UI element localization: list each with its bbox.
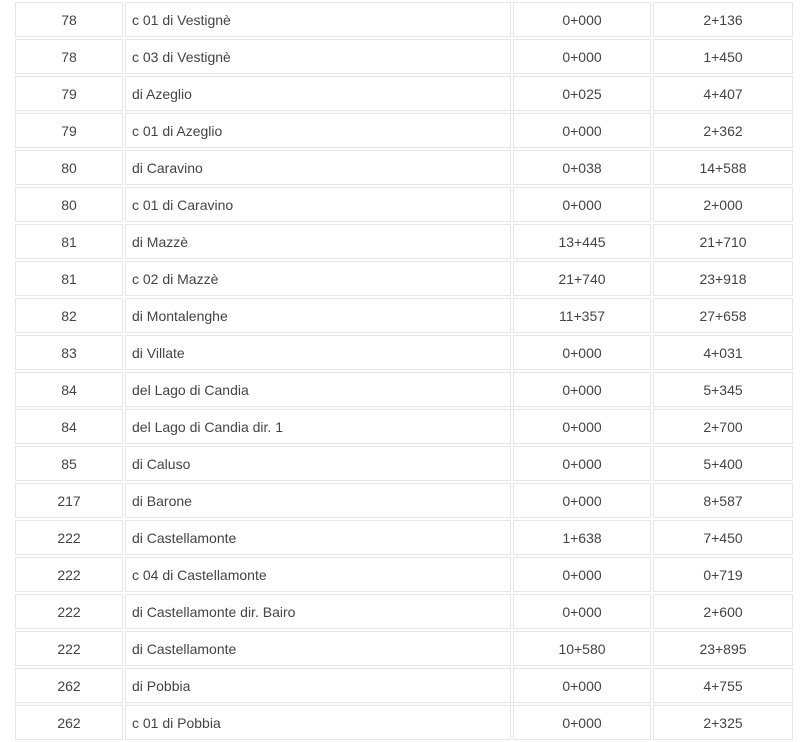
road-table (13, 0, 795, 742)
table-row (15, 335, 793, 370)
table-row (15, 224, 793, 259)
table-row (15, 409, 793, 444)
km-end-cell: 2+700 (653, 409, 793, 444)
table-row (15, 39, 793, 74)
road-number-cell: 83 (15, 335, 123, 370)
km-end-cell: 23+918 (653, 261, 793, 296)
road-name-cell: di Barone (125, 483, 511, 518)
table-row (15, 705, 793, 740)
road-number-cell: 217 (15, 483, 123, 518)
km-start-cell: 0+000 (513, 409, 651, 444)
km-end-cell: 23+895 (653, 631, 793, 666)
km-start-cell: 0+000 (513, 557, 651, 592)
road-number-cell: 78 (15, 39, 123, 74)
road-number-cell: 222 (15, 557, 123, 592)
road-number-cell: 81 (15, 224, 123, 259)
road-name-cell: c 02 di Mazzè (125, 261, 511, 296)
table-row (15, 446, 793, 481)
road-name-cell: c 01 di Vestignè (125, 2, 511, 37)
road-number-cell: 79 (15, 113, 123, 148)
km-start-cell: 0+000 (513, 39, 651, 74)
km-start-cell: 0+000 (513, 594, 651, 629)
road-name-cell: c 03 di Vestignè (125, 39, 511, 74)
road-number-cell: 222 (15, 520, 123, 555)
table-row (15, 76, 793, 111)
road-number-cell: 84 (15, 372, 123, 407)
road-number-cell: 79 (15, 76, 123, 111)
km-end-cell: 1+450 (653, 39, 793, 74)
road-number-cell: 85 (15, 446, 123, 481)
road-name-cell: c 01 di Caravino (125, 187, 511, 222)
road-name-cell: di Montalenghe (125, 298, 511, 333)
road-name-cell: di Castellamonte (125, 520, 511, 555)
km-start-cell: 10+580 (513, 631, 651, 666)
km-end-cell: 2+362 (653, 113, 793, 148)
km-end-cell: 2+325 (653, 705, 793, 740)
road-table-body (15, 2, 793, 740)
road-name-cell: c 04 di Castellamonte (125, 557, 511, 592)
road-name-cell: di Caravino (125, 150, 511, 185)
km-end-cell: 5+345 (653, 372, 793, 407)
km-end-cell: 0+719 (653, 557, 793, 592)
road-number-cell: 222 (15, 631, 123, 666)
table-row (15, 483, 793, 518)
road-name-cell: di Azeglio (125, 76, 511, 111)
km-start-cell: 13+445 (513, 224, 651, 259)
km-start-cell: 0+000 (513, 446, 651, 481)
road-name-cell: del Lago di Candia (125, 372, 511, 407)
km-end-cell: 14+588 (653, 150, 793, 185)
table-row (15, 187, 793, 222)
road-number-cell: 84 (15, 409, 123, 444)
road-number-cell: 80 (15, 150, 123, 185)
road-number-cell: 262 (15, 705, 123, 740)
road-name-cell: di Villate (125, 335, 511, 370)
km-end-cell: 2+136 (653, 2, 793, 37)
km-end-cell: 2+600 (653, 594, 793, 629)
km-end-cell: 5+400 (653, 446, 793, 481)
km-start-cell: 0+000 (513, 2, 651, 37)
road-name-cell: di Castellamonte (125, 631, 511, 666)
road-name-cell: di Caluso (125, 446, 511, 481)
table-row (15, 2, 793, 37)
km-start-cell: 21+740 (513, 261, 651, 296)
table-row (15, 520, 793, 555)
road-name-cell: c 01 di Azeglio (125, 113, 511, 148)
km-start-cell: 0+000 (513, 113, 651, 148)
table-row (15, 113, 793, 148)
km-end-cell: 7+450 (653, 520, 793, 555)
road-number-cell: 262 (15, 668, 123, 703)
km-end-cell: 21+710 (653, 224, 793, 259)
table-row (15, 298, 793, 333)
table-row (15, 594, 793, 629)
road-name-cell: del Lago di Candia dir. 1 (125, 409, 511, 444)
road-number-cell: 81 (15, 261, 123, 296)
road-number-cell: 222 (15, 594, 123, 629)
road-table-container (13, 0, 793, 742)
km-start-cell: 0+000 (513, 483, 651, 518)
table-row (15, 150, 793, 185)
km-start-cell: 0+000 (513, 668, 651, 703)
table-row (15, 261, 793, 296)
table-row (15, 668, 793, 703)
km-start-cell: 0+000 (513, 187, 651, 222)
table-row (15, 631, 793, 666)
km-start-cell: 0+038 (513, 150, 651, 185)
km-end-cell: 27+658 (653, 298, 793, 333)
km-start-cell: 1+638 (513, 520, 651, 555)
table-row (15, 557, 793, 592)
km-end-cell: 4+031 (653, 335, 793, 370)
km-end-cell: 8+587 (653, 483, 793, 518)
km-start-cell: 0+025 (513, 76, 651, 111)
km-start-cell: 0+000 (513, 372, 651, 407)
table-row (15, 372, 793, 407)
road-name-cell: di Castellamonte dir. Bairo (125, 594, 511, 629)
km-end-cell: 4+755 (653, 668, 793, 703)
road-name-cell: di Pobbia (125, 668, 511, 703)
km-start-cell: 0+000 (513, 705, 651, 740)
road-number-cell: 78 (15, 2, 123, 37)
km-start-cell: 0+000 (513, 335, 651, 370)
road-name-cell: di Mazzè (125, 224, 511, 259)
road-number-cell: 80 (15, 187, 123, 222)
km-end-cell: 4+407 (653, 76, 793, 111)
road-name-cell: c 01 di Pobbia (125, 705, 511, 740)
km-end-cell: 2+000 (653, 187, 793, 222)
road-number-cell: 82 (15, 298, 123, 333)
km-start-cell: 11+357 (513, 298, 651, 333)
